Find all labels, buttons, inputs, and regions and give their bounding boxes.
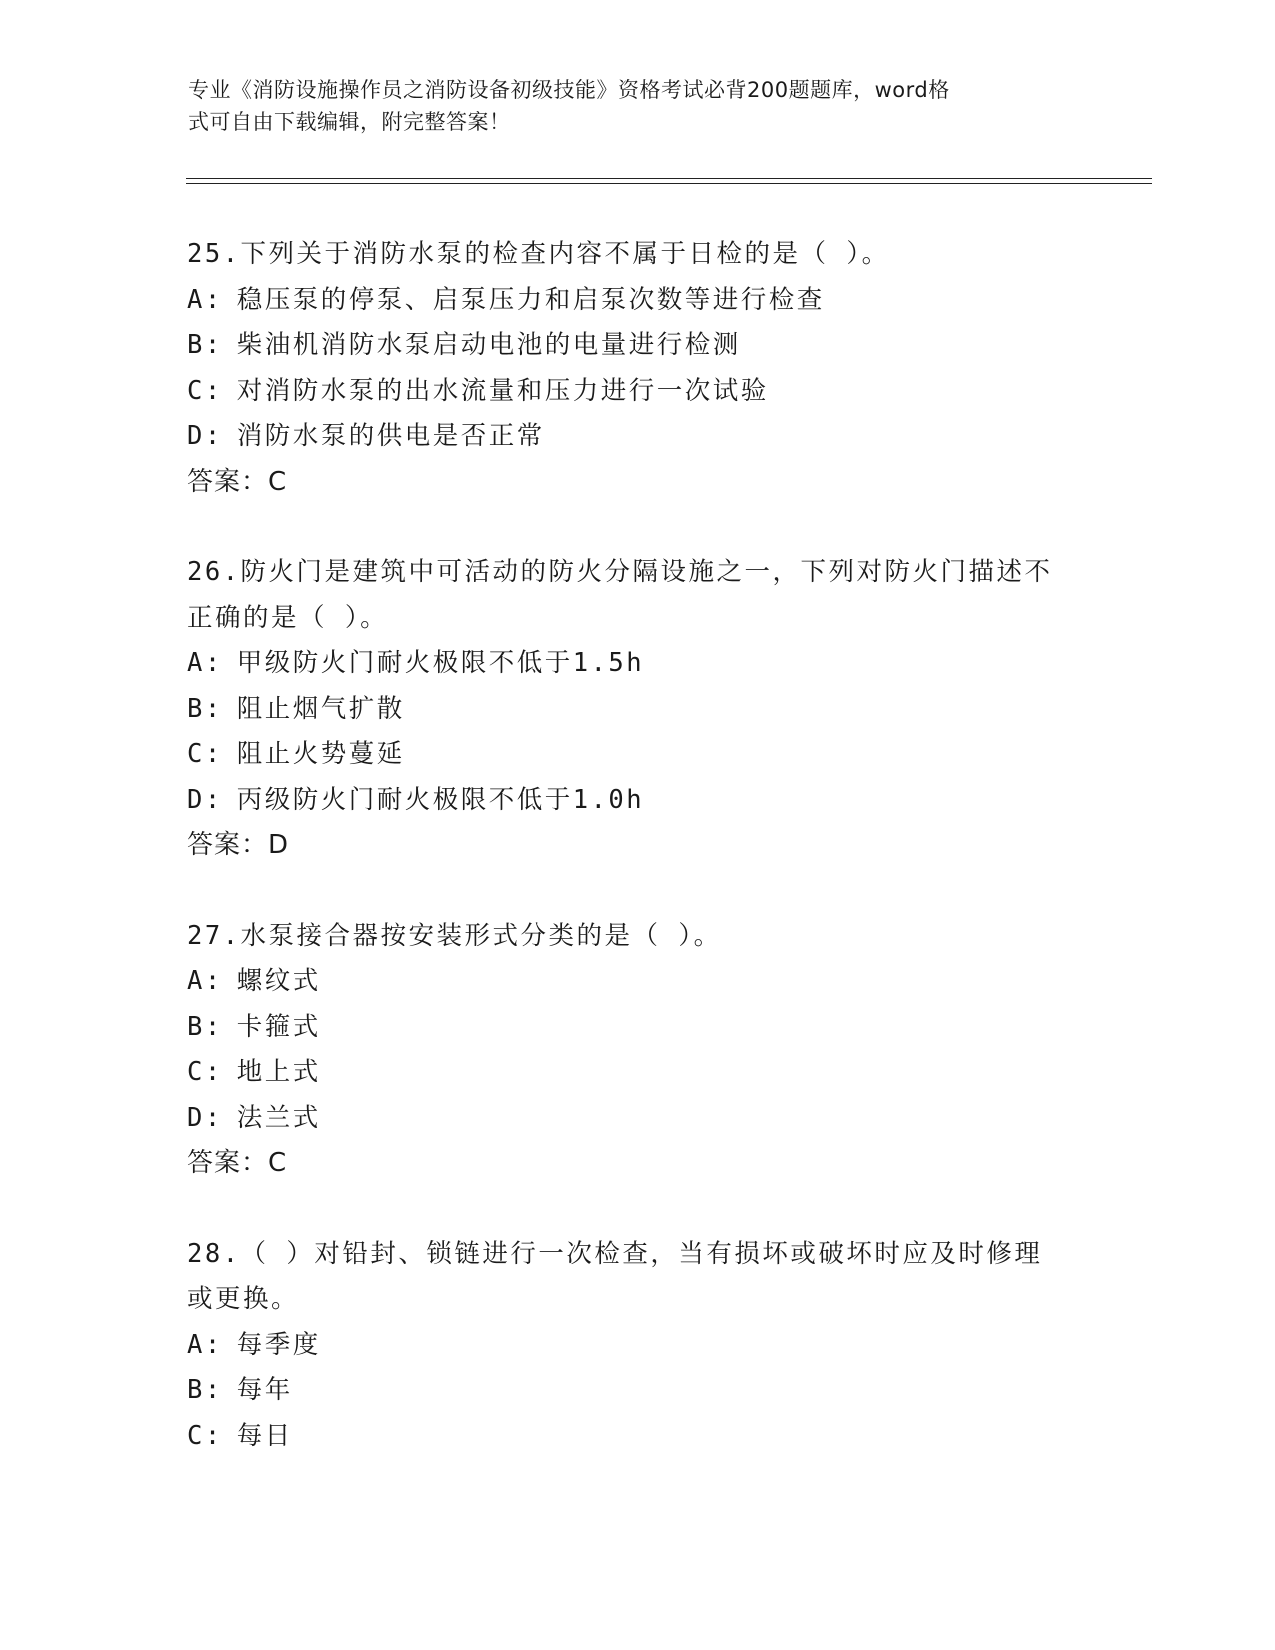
option-text: 阻止烟气扩散 [236, 693, 405, 724]
option-letter: B: [187, 693, 223, 724]
option-text: 每年 [236, 1375, 293, 1405]
answer-line: 答案：D [187, 830, 290, 860]
option-text: 稳压泵的停泵、启泵压力和启泵次数等进行检查 [236, 284, 825, 315]
option-letter: C: [187, 739, 223, 769]
option-b [187, 323, 1087, 369]
option-letter: B: [187, 1011, 223, 1042]
option-c [187, 732, 1087, 778]
question-26 [187, 550, 1087, 869]
option-letter: D: [187, 1102, 223, 1133]
question-27 [187, 914, 1087, 1187]
header-line-1: 专业《消防设施操作员之消防设备初级技能》资格考试必背200题题库，word格 [188, 78, 950, 102]
question-25 [187, 232, 1087, 505]
option-text: 法兰式 [236, 1102, 321, 1133]
option-letter: A: [187, 1329, 223, 1360]
option-b [187, 1368, 1087, 1414]
option-letter: C: [187, 1420, 223, 1451]
option-text: 每季度 [236, 1329, 321, 1360]
option-letter: B: [187, 330, 223, 360]
option-text: 对消防水泵的出水流量和压力进行一次试验 [236, 375, 769, 406]
question-28 [187, 1232, 1087, 1460]
option-b [187, 687, 1087, 733]
option-letter: A: [187, 648, 223, 678]
option-c [187, 1414, 1087, 1460]
option-b [187, 1005, 1087, 1051]
option-d [187, 1096, 1087, 1142]
option-letter: C: [187, 1057, 223, 1087]
answer-line: 答案：C [187, 466, 288, 497]
option-text: 甲级防火门耐火极限不低于1.5h [236, 648, 645, 678]
question-stem-continued: 正确的是（ ）。 [187, 602, 389, 633]
option-letter: A: [187, 966, 223, 996]
option-text: 每日 [236, 1420, 293, 1451]
option-text: 消防水泵的供电是否正常 [236, 421, 545, 451]
option-text: 螺纹式 [236, 966, 321, 996]
question-stem: 25.下列关于消防水泵的检查内容不属于日检的是（ ）。 [187, 239, 890, 269]
option-letter: C: [187, 375, 223, 406]
answer-line: 答案：C [187, 1148, 288, 1178]
option-a [187, 959, 1087, 1005]
option-c [187, 1050, 1087, 1096]
option-a [187, 278, 1087, 324]
option-text: 丙级防火门耐火极限不低于1.0h [236, 784, 645, 815]
option-d [187, 414, 1087, 460]
option-letter: D: [187, 421, 223, 451]
option-letter: D: [187, 784, 223, 815]
option-a [187, 1323, 1087, 1369]
header-divider-bottom [186, 183, 1152, 184]
question-stem: 27.水泵接合器按安装形式分类的是（ ）。 [187, 920, 722, 951]
option-d [187, 778, 1087, 824]
question-stem: 26.防火门是建筑中可活动的防火分隔设施之一，下列对防火门描述不 [187, 557, 1053, 587]
option-text: 柴油机消防水泵启动电池的电量进行检测 [236, 330, 741, 360]
option-text: 阻止火势蔓延 [236, 739, 405, 769]
option-letter: A: [187, 284, 223, 315]
header-line-2: 式可自由下载编辑，附完整答案！ [188, 110, 511, 134]
option-text: 卡箍式 [236, 1011, 321, 1042]
document-header [188, 74, 1088, 138]
option-c [187, 369, 1087, 415]
option-text: 地上式 [236, 1057, 321, 1087]
option-letter: B: [187, 1375, 223, 1405]
header-divider-top [186, 178, 1152, 179]
question-stem-continued: 或更换。 [187, 1284, 300, 1314]
option-a [187, 641, 1087, 687]
question-stem: 28.（ ）对铅封、锁链进行一次检查，当有损坏或破坏时应及时修理 [187, 1238, 1043, 1269]
question-list [187, 232, 1087, 1504]
